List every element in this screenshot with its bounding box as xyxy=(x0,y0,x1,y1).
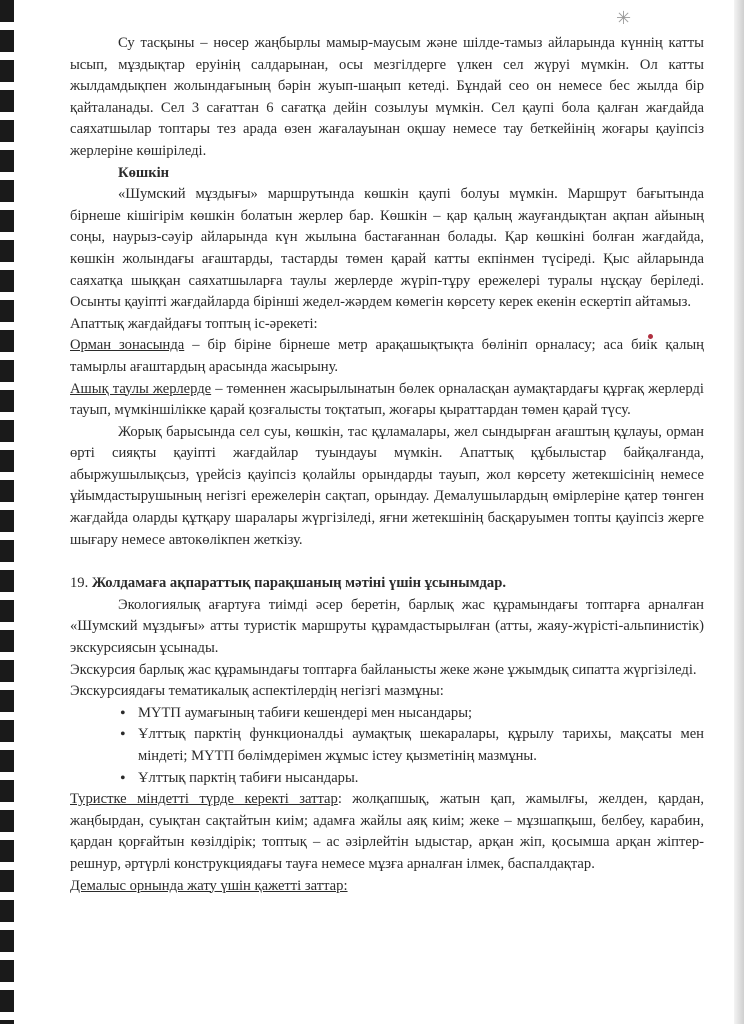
forest-zone-text: – бір біріне бірнеше метр арақашықтықта бөлініп орналасу; аса биік қалың тамырлы ағаштардың арасында жасырыну. xyxy=(70,337,704,375)
paragraph-avalanche: «Шумский мұздығы» маршрутында көшкін қаупі болуы мүмкін. Маршрут бағытында бірнеше кішігірім көшкін болатын жерлер бар. Көшкін – қар қалың жауғандықтан ақпан айының соңы, наурыз-сәуір айларында күн жылына бастағаннан болады. Қар көшкіні болған жағдайда, көшкін жолындағы ағаштарды, тастарды төмен қарай катты екпінмен түсіреді. Қыс айларында саяхатқа шыққан саяхатшыларға таулы жерлерде жүріп-тұру ережелері туралы нұсқау беріледі. Осынты қауіпті жағдайларда бірінші жедел-жәрдем көмегін көрсету керек екенін ескертіп айтамыз. xyxy=(70,186,704,311)
forest-zone-label: Орман зонасында xyxy=(70,337,185,354)
paragraph-camp-items xyxy=(70,876,704,898)
camp-items-label: Демалыс орнында жату үшін қажетті заттар: xyxy=(70,877,348,894)
section-number: 19. xyxy=(70,575,89,592)
list-item: • МҮТП аумағының табиғи кешендері мен нысандары; xyxy=(118,703,704,725)
paragraph-excursion-groups: Экскурсия барлық жас құрамындағы топтарға байланысты жеке және ұжымдық сипатта жүргізіледі. xyxy=(70,661,697,678)
paragraph-group-actions: Апаттық жағдайдағы топтың іс-әрекеті: xyxy=(70,315,318,332)
paragraph-required-items xyxy=(70,789,704,875)
required-items-text: : жолқапшық, жатын қап, жамылғы, желден, қардан, жаңбырдан, суықтан сақтайтын киім; адамға жайлы аяқ киім; жеке – мұзшапқыш, белбеу, карабин, қардан қорғайтын көзілдірік; топтық – ас әзірлейтін ыдыстар, арқан жіп, қосымша арқан жіптер-решнур, әртүрлі конструкциядағы тауға немесе мұзға арналған ілмек, баспалдақтар. xyxy=(70,791,704,872)
page-edge-shadow xyxy=(734,0,744,1024)
list-item: • Ұлттық парктің табиғи нысандары. xyxy=(118,768,704,790)
heading-avalanche: Көшкін xyxy=(118,164,170,181)
binder-holes xyxy=(0,0,14,1024)
scan-artifact-mark: ✳ xyxy=(616,8,630,28)
section-19-title xyxy=(70,573,704,595)
list-item: • Ұлттық парктің функционалдьі аумақтық шекаралары, құрылу тарихы, мақсаты мен міндеті; МҮТП бөлімдерімен жұмыс істеу қызметінің мазмұны. xyxy=(118,724,704,767)
paragraph-mudflow: Су тасқыны – нөсер жаңбырлы мамыр-маусым және шілде-тамыз айларында күннің катты ысып, мұздықтар еруінің салдарынан, осы мезгілдерге үлкен сел жүруі мүмкін. Ол катты жылдамдықпен жолындағының бәрін жуып-шаңып кетеді. Бұндай сео он немесе бес жылда бір қайталанады. Сел 3 сағаттан 6 сағатқа дейін созылуы мүмкін. Сел қаупі бола қалған жағдайда саяхатшылар топтары тез арада өзен жағалауынан оқшау немесе тау беткейінің жоғары қауіпсіз жерлеріне көшіріледі. xyxy=(70,35,704,159)
paragraph-open-mountains xyxy=(70,379,704,422)
section-heading: Жолдамаға ақпараттық парақшаның мәтіні үшін ұсынымдар. xyxy=(91,575,506,592)
open-mountains-label: Ашық таулы жерлерде xyxy=(70,380,212,397)
open-mountains-text: – төменнен жасырылынатын бөлек орналасқан аумақтардағы құрғақ жерлерді тауып, мүмкіншілікке қарай қозғалысты тоқтатып, жоғары қыраттардан төмен қарай түсу. xyxy=(70,380,704,419)
paragraph-forest-zone xyxy=(70,335,704,378)
paragraph-thematic-aspects: Экскурсиядағы тематикалық аспектілердің негізгі мазмұны: xyxy=(70,683,444,700)
aspects-list xyxy=(70,703,704,789)
paragraph-hazards: Жорық барысында сел суы, көшкін, тас құламалары, жел сындырған ағаштың құлауы, орман өрті сияқты қауіпті жағдайлар туындауы мүмкін. Апаттық құбылыстар байқалғанда, абыржушылықсыз, үрейсіз қауіпсіз қолайлы орындарды тауып, жол көрсету жетекшісінің немесе ұйымдастырушының негізгі ережелерін сақтап, орындау. Демалушылардың өмірлеріне қатер төнген жағдайда оларды құтқару шаралары жүргізіледі, яғни жетекшінің басқаруымен топты қауіпсіз жерге шығару немесе автокөлікпен жеткізу. xyxy=(70,423,704,548)
paragraph-excursion-offer: Экологиялық ағартуға тиімді әсер беретін, барлық жас құрамындағы топтарға арналған «Шумский мұздығы» атты туристік маршруты құрамдастырылған (атты, жаяу-жүрісті-альпинистік) экскурсиясын ұсынады. xyxy=(70,596,704,657)
required-items-label: Туристке міндетті түрде керекті заттар xyxy=(70,791,338,808)
document-body xyxy=(70,33,704,897)
